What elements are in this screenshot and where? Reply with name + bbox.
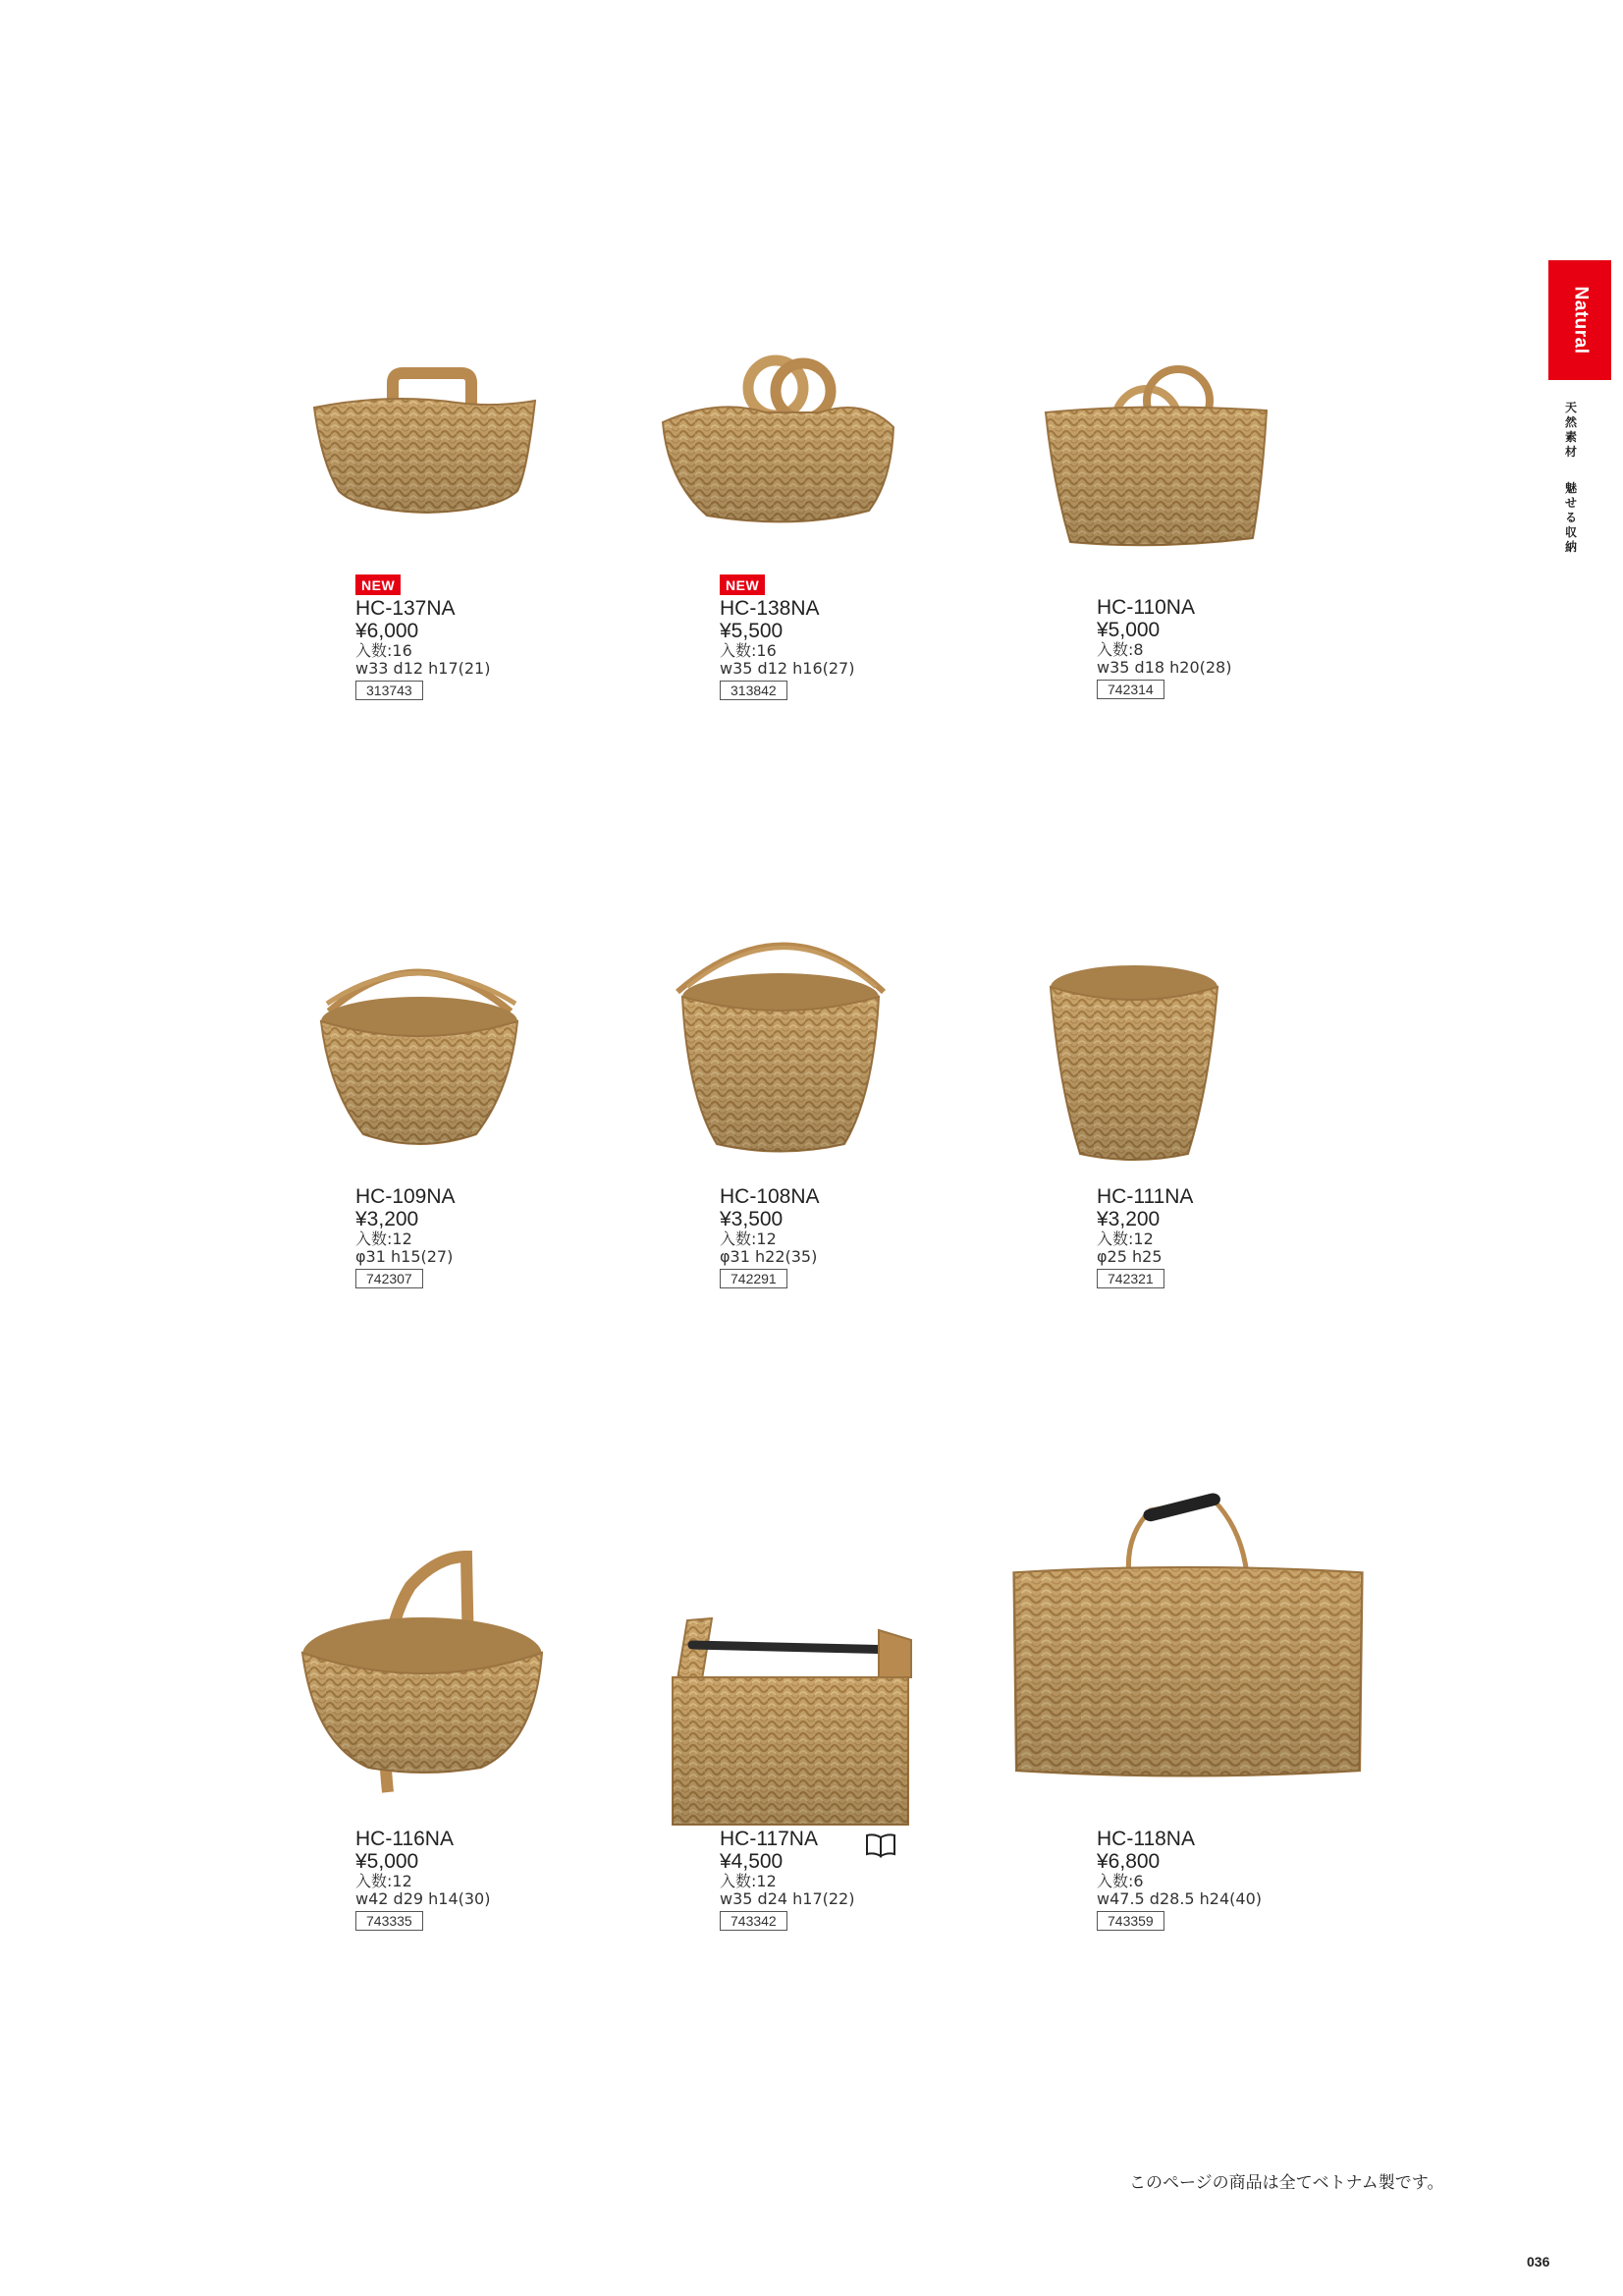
product-code: HC-138NA <box>720 597 820 620</box>
product-price: ¥3,500 <box>720 1208 784 1230</box>
product-size: φ31 h15(27) <box>355 1247 454 1266</box>
category-label-natural-materials: 天然素材 <box>1564 401 1577 459</box>
open-book-icon <box>864 1832 897 1858</box>
product-price: ¥4,500 <box>720 1850 784 1873</box>
product-price: ¥6,800 <box>1097 1850 1161 1873</box>
product-price: ¥3,200 <box>1097 1208 1161 1230</box>
product-jan-code: 742291 <box>720 1269 787 1288</box>
product-price: ¥3,200 <box>355 1208 419 1230</box>
product-info-hc-138na <box>720 574 955 700</box>
product-size: w33 d12 h17(21) <box>355 659 491 678</box>
product-quantity: 入数:12 <box>1097 1230 1154 1248</box>
product-size: w35 d18 h20(28) <box>1097 658 1232 677</box>
product-info-hc-110na <box>1097 597 1332 699</box>
product-quantity: 入数:12 <box>355 1230 412 1248</box>
product-quantity: 入数:16 <box>355 641 412 660</box>
product-info-hc-116na <box>355 1829 591 1931</box>
product-quantity: 入数:12 <box>720 1230 777 1248</box>
product-info-hc-137na <box>355 574 591 700</box>
product-code: HC-117NA <box>720 1828 818 1850</box>
category-vertical-text <box>1561 401 1581 555</box>
product-price: ¥5,500 <box>720 620 784 642</box>
product-photo-hc-108na <box>648 899 943 1213</box>
new-badge: NEW <box>355 574 401 595</box>
product-price: ¥5,000 <box>355 1850 419 1873</box>
product-info-hc-111na <box>1097 1186 1332 1288</box>
product-jan-code: 743335 <box>355 1911 423 1931</box>
product-quantity: 入数:6 <box>1097 1872 1144 1890</box>
category-label-display-storage: 魅せる収納 <box>1564 481 1577 554</box>
product-code: HC-111NA <box>1097 1185 1194 1208</box>
product-code: HC-110NA <box>1097 596 1195 619</box>
category-tab-label: Natural <box>1570 286 1591 355</box>
product-price: ¥6,000 <box>355 620 419 642</box>
product-jan-code: 742307 <box>355 1269 423 1288</box>
product-size: w42 d29 h14(30) <box>355 1889 491 1908</box>
category-tab <box>1548 260 1611 380</box>
product-size: w35 d12 h16(27) <box>720 659 855 678</box>
product-code: HC-109NA <box>355 1185 456 1208</box>
product-info-hc-108na <box>720 1186 955 1288</box>
product-photo-hc-116na <box>295 1547 589 1861</box>
product-size: φ25 h25 <box>1097 1247 1163 1266</box>
product-jan-code: 743359 <box>1097 1911 1164 1931</box>
product-jan-code: 742321 <box>1097 1269 1164 1288</box>
product-quantity: 入数:12 <box>355 1872 412 1890</box>
product-jan-code: 742314 <box>1097 680 1164 699</box>
product-price: ¥5,000 <box>1097 619 1161 641</box>
product-size: w47.5 d28.5 h24(40) <box>1097 1889 1263 1908</box>
product-info-hc-109na <box>355 1186 591 1288</box>
product-jan-code: 743342 <box>720 1911 787 1931</box>
product-code: HC-108NA <box>720 1185 820 1208</box>
product-size: w35 d24 h17(22) <box>720 1889 855 1908</box>
product-photo-hc-118na <box>1001 1468 1296 1782</box>
product-size: φ31 h22(35) <box>720 1247 818 1266</box>
product-quantity: 入数:16 <box>720 641 777 660</box>
product-info-hc-117na <box>720 1829 955 1931</box>
new-badge: NEW <box>720 574 765 595</box>
product-jan-code: 313842 <box>720 681 787 700</box>
product-code: HC-116NA <box>355 1828 454 1850</box>
product-code: HC-118NA <box>1097 1828 1195 1850</box>
origin-note: このページの商品は全てベトナム製です。 <box>1129 2173 1444 2193</box>
product-code: HC-137NA <box>355 597 456 620</box>
product-info-hc-118na <box>1097 1829 1332 1931</box>
product-quantity: 入数:8 <box>1097 640 1144 659</box>
page-number: 036 <box>1527 2254 1550 2269</box>
product-quantity: 入数:12 <box>720 1872 777 1890</box>
product-jan-code: 313743 <box>355 681 423 700</box>
